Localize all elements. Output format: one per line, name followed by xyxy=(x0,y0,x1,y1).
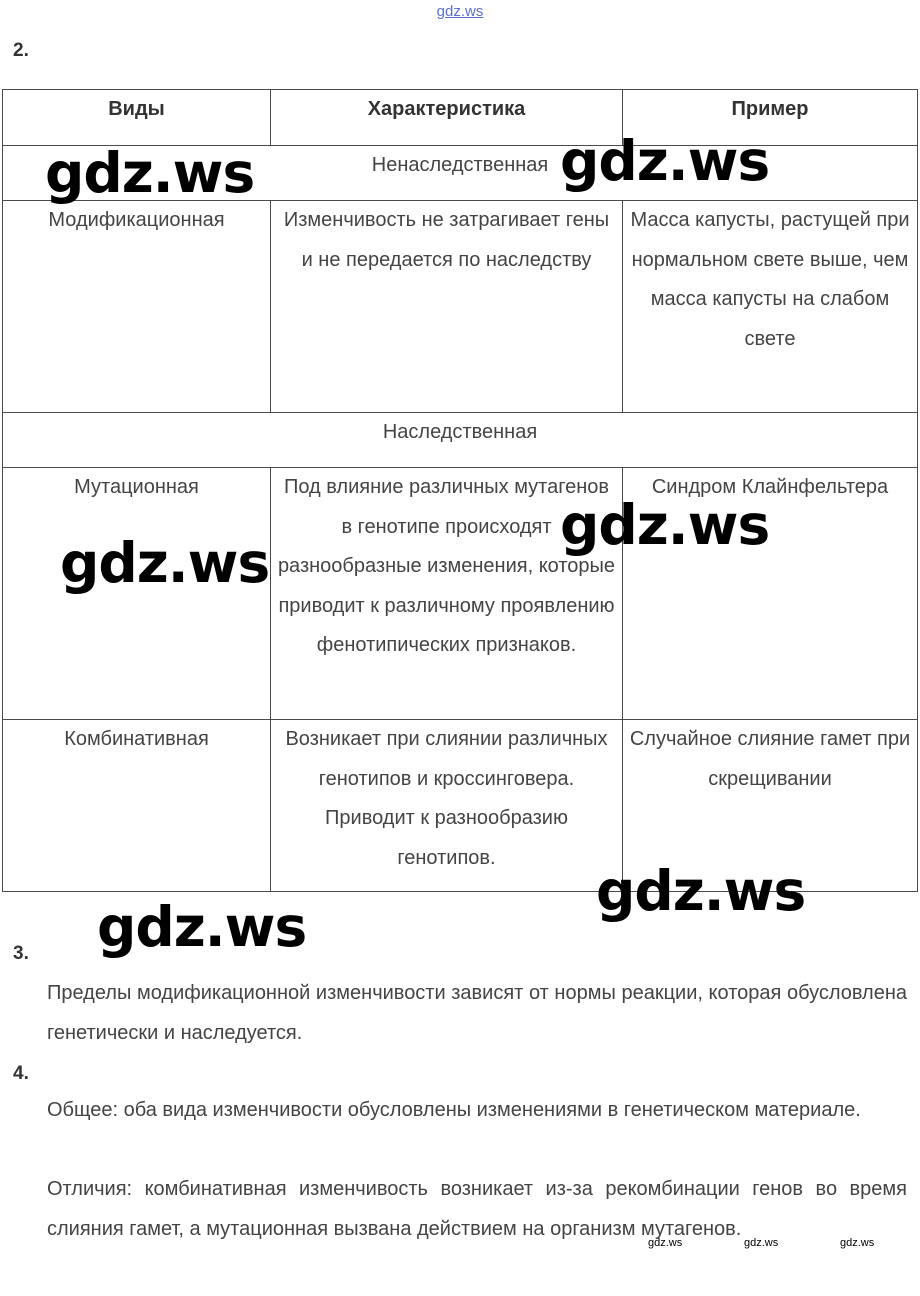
top-watermark-link[interactable]: gdz.ws xyxy=(436,3,484,20)
task-4-number: 4. xyxy=(13,1063,29,1084)
cell-example: Масса капусты, растущей при нормальном свете выше, чем масса капусты на слабом свете xyxy=(623,201,918,413)
cell-example: Синдром Клайнфельтера xyxy=(623,468,918,720)
task-4-differences: Отличия: комбинативная изменчивость возникает из-за рекомбинации генов во время слияния гамет, а мутационная вызвана действием на организм мутагенов. xyxy=(47,1178,907,1240)
header-example: Пример xyxy=(623,90,918,146)
header-characteristic: Характеристика xyxy=(271,90,623,146)
header-types: Виды xyxy=(3,90,271,146)
table-row xyxy=(3,201,918,413)
cell-type: Комбинативная xyxy=(3,720,271,892)
cell-example: Случайное слияние гамет при скрещивании xyxy=(623,720,918,892)
task-3-text: Пределы модификационной изменчивости зависят от нормы реакции, которая обусловлена генетически и наследуется. xyxy=(47,982,907,1044)
watermark: gdz.ws xyxy=(560,129,770,193)
task-3-number: 3. xyxy=(13,943,29,964)
cell-characteristic: Возникает при слиянии различных генотипов и кроссинговера. Приводит к разнообразию генотипов. xyxy=(271,720,623,892)
task-4-common: Общее: оба вида изменчивости обусловлены изменениями в генетическом материале. xyxy=(47,1099,861,1121)
cell-type: Мутационная xyxy=(3,468,271,720)
small-watermark: gdz.ws xyxy=(840,1237,875,1249)
variability-table xyxy=(2,89,918,892)
watermark: gdz.ws xyxy=(560,493,770,557)
table-header-row xyxy=(3,90,918,146)
watermark: gdz.ws xyxy=(45,141,255,205)
watermark: gdz.ws xyxy=(596,859,806,923)
section-row-hereditary xyxy=(3,413,918,468)
section-nonhereditary: Ненаследственная xyxy=(3,146,918,201)
section-hereditary: Наследственная xyxy=(3,413,918,468)
watermark: gdz.ws xyxy=(97,895,307,959)
task-2-number: 2. xyxy=(13,40,29,61)
watermark: gdz.ws xyxy=(60,531,270,595)
cell-characteristic: Изменчивость не затрагивает гены и не передается по наследству xyxy=(271,201,623,413)
cell-characteristic: Под влияние различных мутагенов в генотипе происходят разнообразные изменения, которые приводит к различному проявлению фенотипических признаков. xyxy=(271,468,623,720)
small-watermark: gdz.ws xyxy=(744,1237,779,1249)
small-watermark: gdz.ws xyxy=(648,1237,683,1249)
cell-type: Модификационная xyxy=(3,201,271,413)
